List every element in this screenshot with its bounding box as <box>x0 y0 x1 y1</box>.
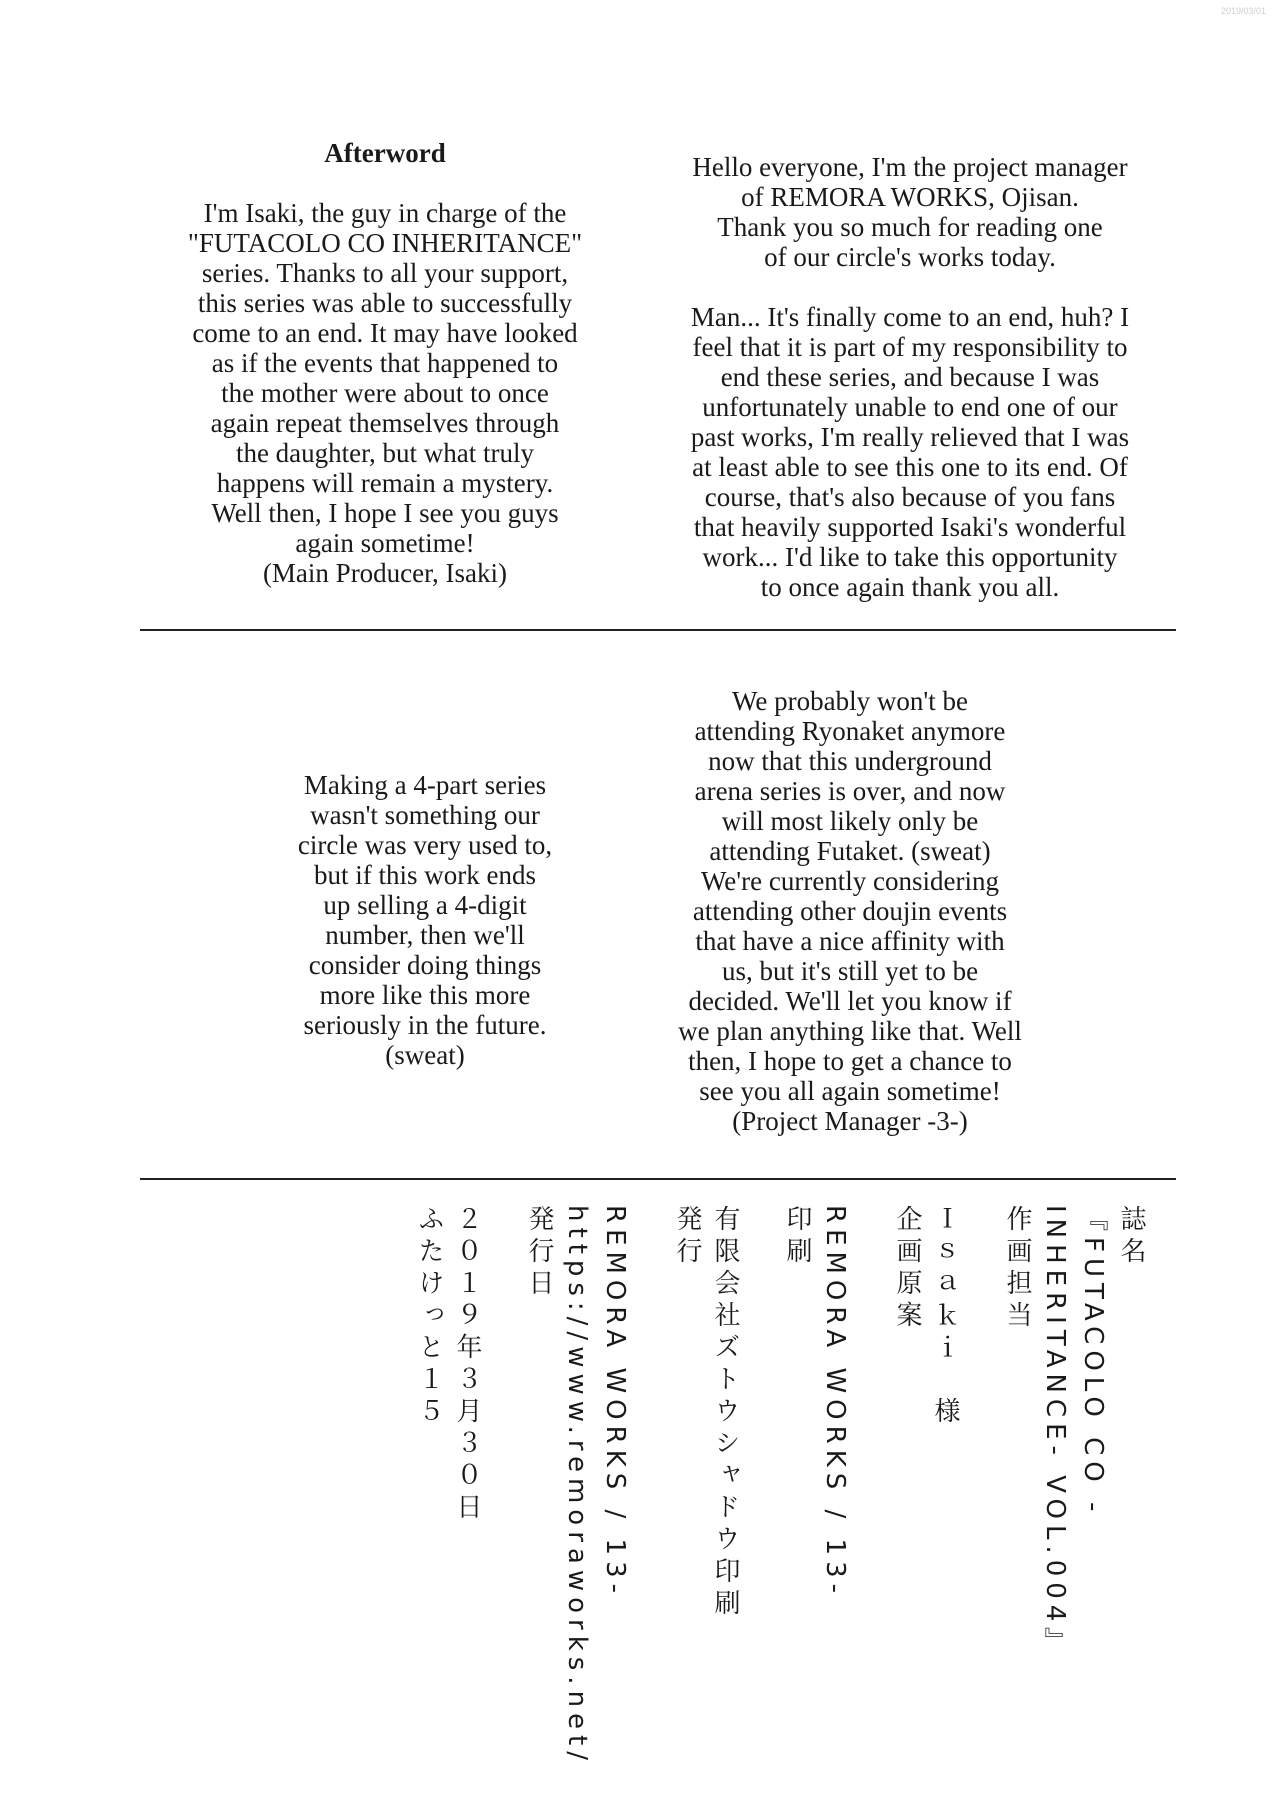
text-line: at least able to see this one to its end. Of <box>692 452 1128 482</box>
colophon-date-label: 発行日 <box>524 1205 554 1301</box>
text-line: Man... It's finally come to an end, huh? I <box>690 302 1130 332</box>
corner-mark: 2019/03/01 <box>1220 6 1266 16</box>
text-line: happens will remain a mystery. <box>216 468 554 498</box>
colophon-print-value: 有限会社ズトウシャドウ印刷 <box>710 1205 740 1621</box>
text-line: circle was very used to, <box>297 830 553 860</box>
text-line: that have a nice affinity with <box>695 926 1005 956</box>
text-line: Well then, I hope I see you guys <box>211 498 559 528</box>
signature-line: (Project Manager -3-) <box>732 1106 968 1136</box>
text-line: to once again thank you all. <box>760 572 1060 602</box>
text-line: We probably won't be <box>732 686 968 716</box>
colophon-plan-label: 企画原案 <box>892 1205 922 1333</box>
text-line: course, that's also because of you fans <box>704 482 1116 512</box>
text-line: Thank you so much for reading one <box>717 212 1103 242</box>
text-line: we plan anything like that. Well <box>678 1016 1022 1046</box>
colophon-plan-value: REMORA WORKS / 13- <box>820 1205 850 1599</box>
text-line: feel that it is part of my responsibility to <box>692 332 1128 362</box>
afterword-manager-section <box>640 152 1180 602</box>
text-line: (sweat) <box>385 1040 465 1070</box>
text-line: see you all again sometime! <box>699 1076 1001 1106</box>
text-line: then, I hope to get a chance to <box>688 1046 1012 1076</box>
text-line: this series was able to successfully <box>197 288 573 318</box>
text-line: consider doing things <box>308 950 542 980</box>
text-line: end these series, and because I was <box>720 362 1100 392</box>
text-line: decided. We'll let you know if <box>688 986 1012 1016</box>
series-note-section <box>240 770 610 1070</box>
text-line: us, but it's still yet to be <box>721 956 979 986</box>
afterword-heading: Afterword <box>324 138 446 168</box>
text-line: seriously in the future. <box>303 1010 547 1040</box>
text-line: attending Ryonaket anymore <box>694 716 1006 746</box>
colophon-title-value: 『FUTACOLO CO -INHERITANCE- VOL.004』 <box>1040 1205 1108 1660</box>
text-line: Making a 4-part series <box>303 770 547 800</box>
text-line: the daughter, but what truly <box>235 438 535 468</box>
colophon-url[interactable]: https://www.remoraworks.net/ <box>562 1205 592 1766</box>
text-line: Hello everyone, I'm the project manager <box>692 152 1128 182</box>
text-line: "FUTACOLO CO INHERITANCE" <box>187 228 583 258</box>
text-line: more like this more <box>319 980 531 1010</box>
colophon-date-value: ２０１９年３月３０日 <box>452 1205 482 1525</box>
text-line: again repeat themselves through <box>210 408 560 438</box>
text-line: number, then we'll <box>325 920 525 950</box>
text-line: work... I'd like to take this opportunity <box>702 542 1118 572</box>
text-line: arena series is over, and now <box>694 776 1006 806</box>
text-line: as if the events that happened to <box>211 348 559 378</box>
text-line: series. Thanks to all your support, <box>201 258 569 288</box>
afterword-isaki-section <box>150 138 620 588</box>
text-line: up selling a 4-digit <box>323 890 527 920</box>
colophon-event: ふたけっと１５ <box>414 1205 444 1429</box>
colophon-title-label: 誌名 <box>1116 1205 1146 1269</box>
text-line: now that this underground <box>708 746 992 776</box>
text-line: come to an end. It may have looked <box>192 318 578 348</box>
text-line: of our circle's works today. <box>764 242 1056 272</box>
text-line: but if this work ends <box>314 860 536 890</box>
colophon <box>410 1205 1150 1765</box>
text-line: that heavily supported Isaki's wonderful <box>693 512 1127 542</box>
colophon-publisher-label: 発行 <box>672 1205 702 1269</box>
paragraph-gap <box>640 272 1180 302</box>
text-line: wasn't something our <box>310 800 540 830</box>
text-line: unfortunately unable to end one of our <box>702 392 1118 422</box>
text-line: attending Futaket. (sweat) <box>709 836 991 866</box>
text-line: of REMORA WORKS, Ojisan. <box>741 182 1079 212</box>
text-line: I'm Isaki, the guy in charge of the <box>203 198 567 228</box>
colophon-print-label: 印刷 <box>782 1205 812 1269</box>
text-line: We're currently considering <box>700 866 1000 896</box>
colophon-publisher-value: REMORA WORKS / 13- <box>600 1205 630 1599</box>
colophon-artist-value: Ｉｓａｋｉ 様 <box>930 1205 960 1429</box>
text-line: attending other doujin events <box>692 896 1008 926</box>
text-line: the mother were about to once <box>221 378 549 408</box>
divider <box>140 629 1176 631</box>
text-line: past works, I'm really relieved that I was <box>690 422 1130 452</box>
signature-line: (Main Producer, Isaki) <box>262 558 508 588</box>
text-line: will most likely only be <box>721 806 979 836</box>
colophon-artist-label: 作画担当 <box>1002 1205 1032 1333</box>
divider <box>140 1178 1176 1180</box>
events-note-section <box>640 686 1060 1136</box>
text-line: again sometime! <box>295 528 475 558</box>
